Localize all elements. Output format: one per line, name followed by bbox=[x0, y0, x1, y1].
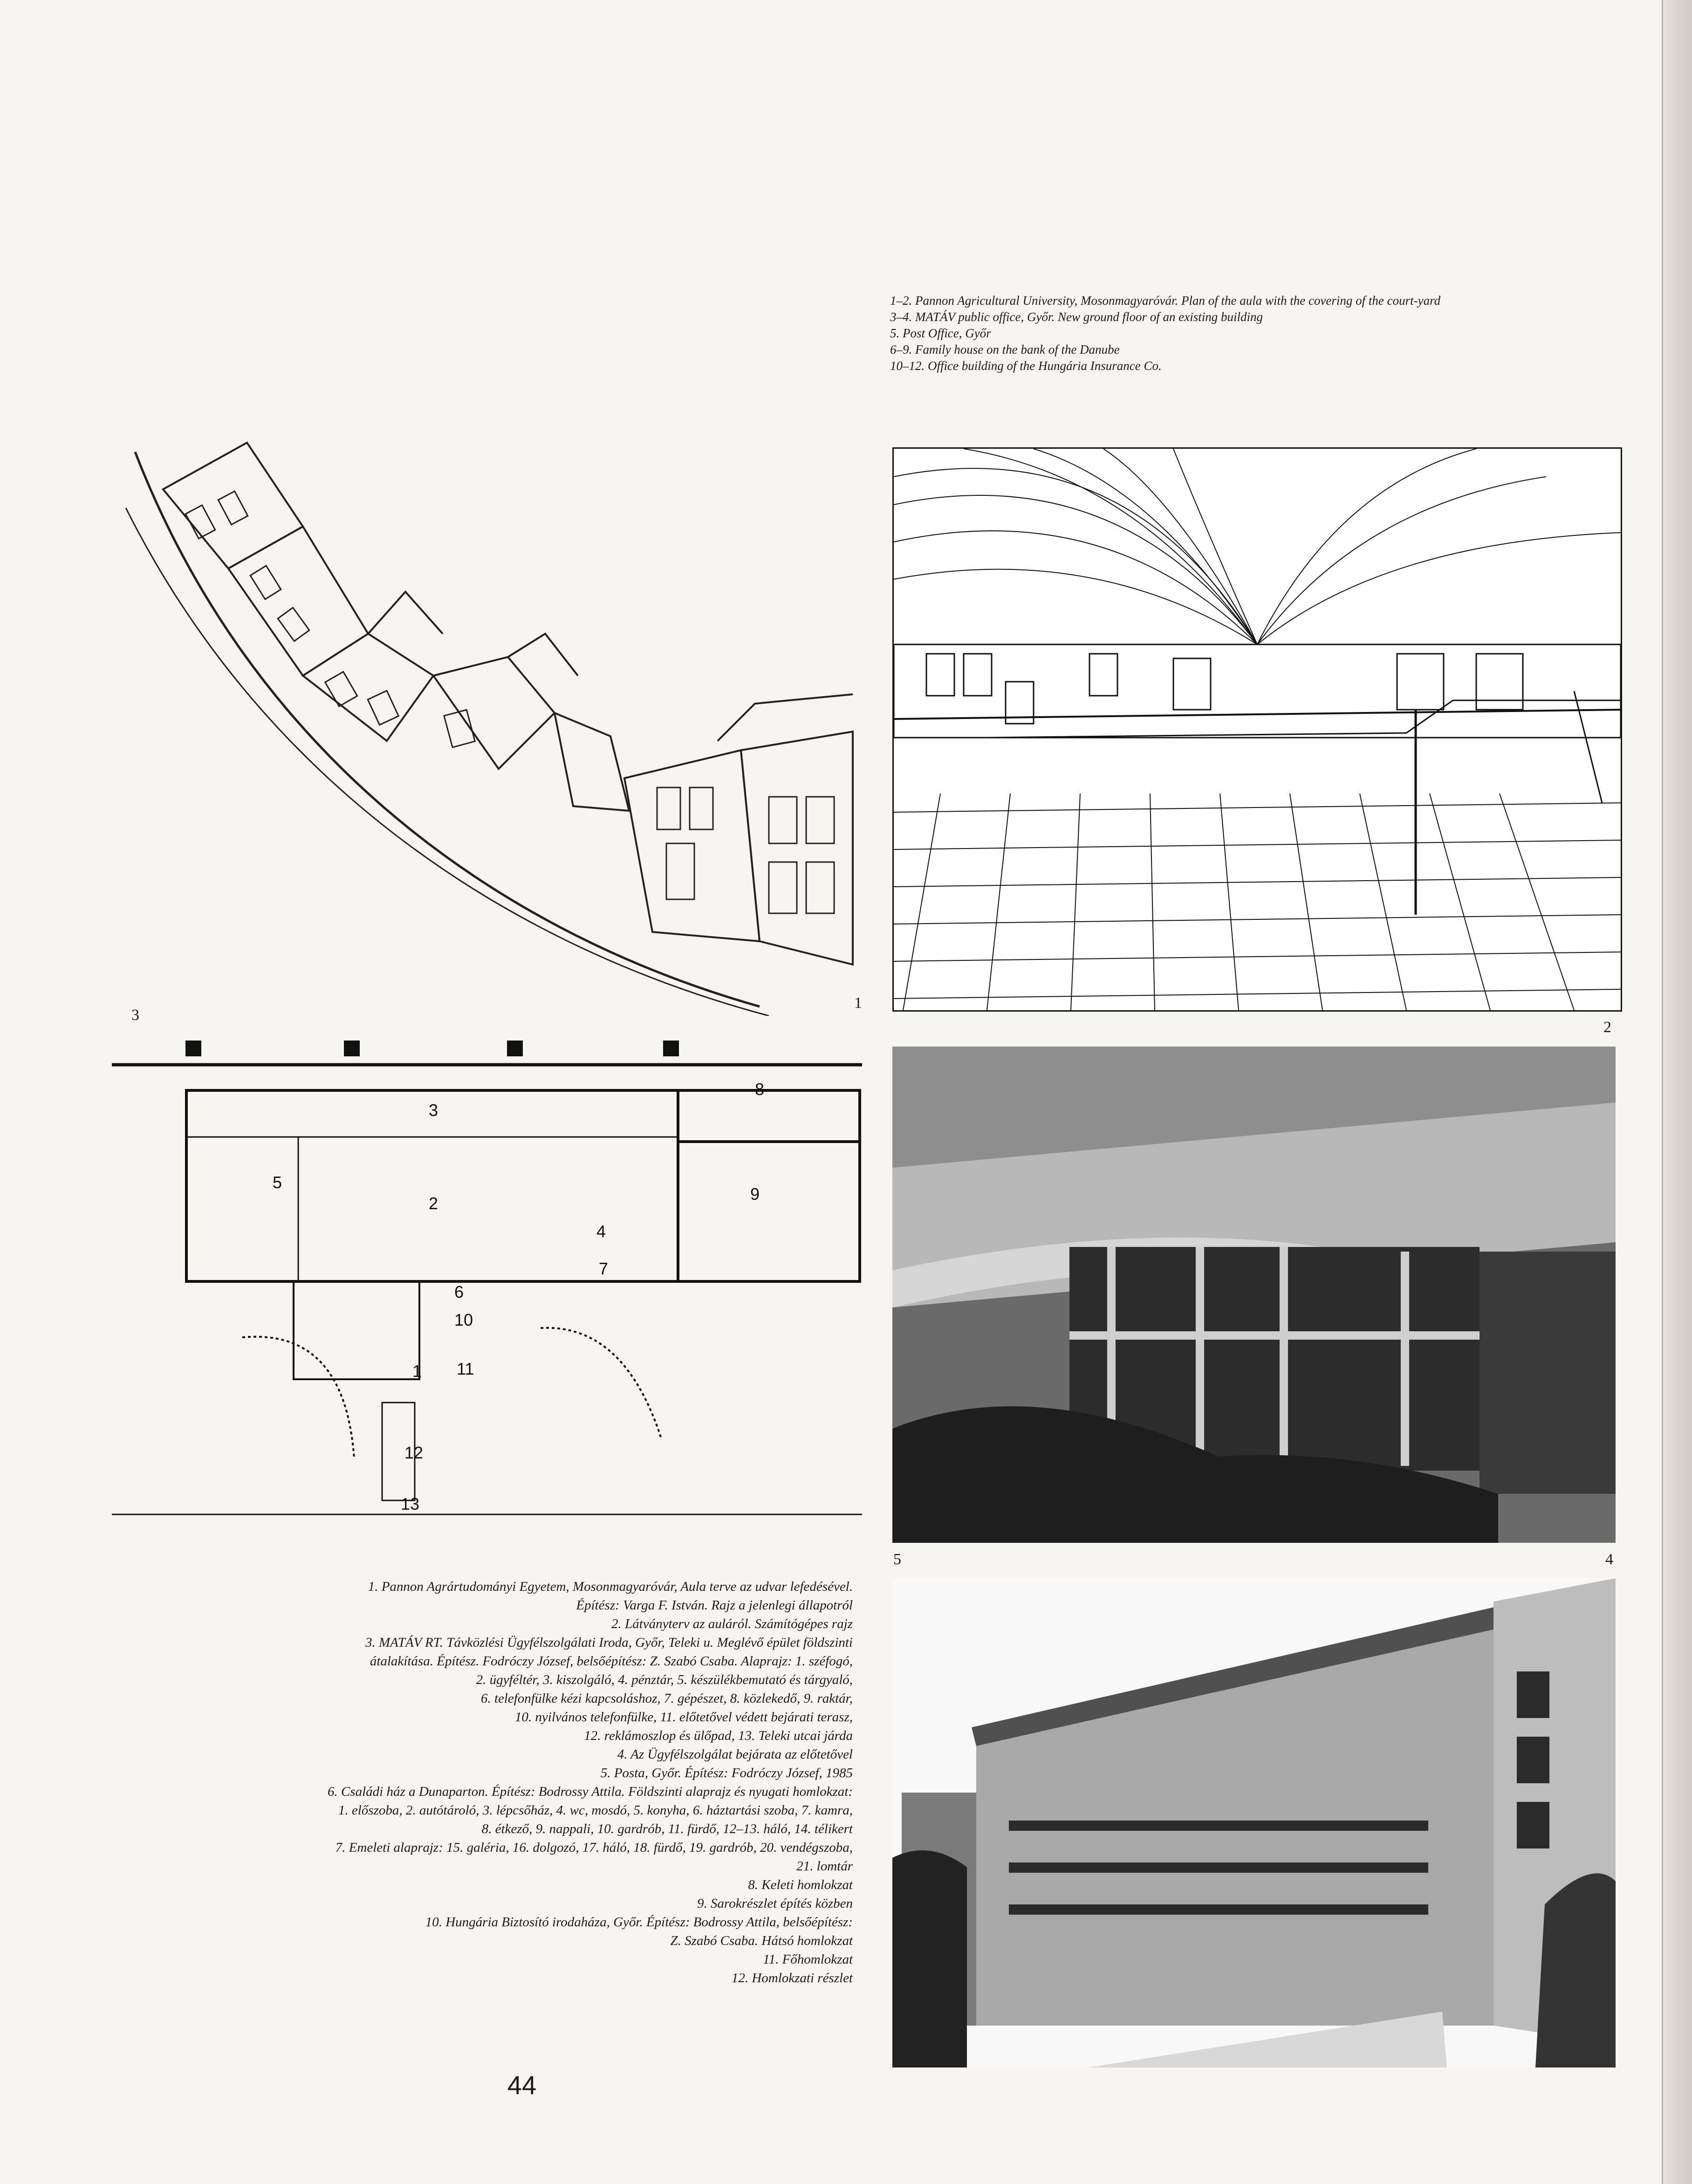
caption-hu-line: 1. előszoba, 2. autótároló, 3. lépcsőház, 4. wc, mosdó, 5. konyha, 6. háztartási szoba, 7. kamra, bbox=[338, 1803, 853, 1818]
plan-label: 1 bbox=[412, 1362, 422, 1381]
caption-hu-line: 9. Sarokrészlet építés közben bbox=[697, 1896, 853, 1911]
plan-label: 8 bbox=[755, 1080, 765, 1099]
caption-hu-line: 11. Főhomlokzat bbox=[763, 1952, 853, 1967]
caption-hu-line: Z. Szabó Csaba. Hátsó homlokzat bbox=[670, 1933, 853, 1948]
page-number: 44 bbox=[507, 2070, 537, 2100]
caption-english bbox=[890, 293, 1608, 374]
caption-hu-line: 12. Homlokzati részlet bbox=[731, 1971, 853, 1985]
caption-en-line: 3–4. MATÁV public office, Győr. New ground floor of an existing building bbox=[890, 310, 1263, 324]
page-binding-edge bbox=[1663, 0, 1692, 2184]
caption-hu-line: 12. reklámoszlop és ülőpad, 13. Teleki utcai járda bbox=[584, 1728, 853, 1743]
figure-number-1: 1 bbox=[854, 994, 862, 1012]
plan-label: 13 bbox=[401, 1494, 420, 1513]
plan-label: 6 bbox=[454, 1282, 464, 1301]
plan-label: 12 bbox=[404, 1443, 424, 1462]
plan-label: 11 bbox=[457, 1359, 474, 1378]
plan-label: 7 bbox=[599, 1259, 609, 1278]
figure-number-5: 5 bbox=[893, 1551, 901, 1568]
plan-label: 5 bbox=[273, 1173, 282, 1192]
plan-label: 10 bbox=[454, 1310, 473, 1329]
plan-label: 3 bbox=[429, 1101, 438, 1120]
figure-number-3: 3 bbox=[131, 1006, 139, 1024]
figure-number-2: 2 bbox=[1603, 1019, 1611, 1036]
plan-label: 2 bbox=[429, 1194, 438, 1213]
caption-hu-line: 8. étkező, 9. nappali, 10. gardrób, 11. fürdő, 12–13. háló, 14. télikert bbox=[481, 1821, 853, 1836]
caption-hu-line: 1. Pannon Agrártudományi Egyetem, Mosonmagyaróvár, Aula terve az udvar lefedésével. bbox=[368, 1579, 853, 1594]
caption-hu-line: 10. nyilvános telefonfülke, 11. előtetővel védett bejárati terasz, bbox=[514, 1710, 853, 1725]
caption-hu-line: 6. Családi ház a Dunaparton. Építész: Bodrossy Attila. Földszinti alaprajz és nyugati homlokzat: bbox=[328, 1784, 853, 1799]
caption-hu-line: 7. Emeleti alaprajz: 15. galéria, 16. dolgozó, 17. háló, 18. fürdő, 19. gardrób, 20. vendégszoba, bbox=[335, 1840, 853, 1855]
caption-en-line: 6–9. Family house on the bank of the Danube bbox=[890, 342, 1120, 356]
figure-2-aula-perspective bbox=[892, 447, 1622, 1012]
caption-hu-line: 8. Keleti homlokzat bbox=[748, 1877, 853, 1892]
caption-hu-line: 4. Az Ügyfélszolgálat bejárata az előtetővel bbox=[617, 1747, 853, 1762]
caption-hu-line: 2. Látványterv az auláról. Számítógépes rajz bbox=[611, 1616, 853, 1631]
caption-hungarian bbox=[116, 1577, 853, 1987]
binding-line bbox=[1662, 0, 1663, 2184]
caption-hu-line: Építész: Varga F. István. Rajz a jelenlegi állapotról bbox=[576, 1598, 853, 1613]
plan-label: 4 bbox=[596, 1222, 606, 1241]
caption-en-line: 10–12. Office building of the Hungária Insurance Co. bbox=[890, 359, 1162, 373]
caption-hu-line: 5. Posta, Győr. Építész: Fodróczy József, 1985 bbox=[600, 1766, 853, 1780]
caption-hu-line: 3. MATÁV RT. Távközlési Ügyfélszolgálati Iroda, Győr, Teleki u. Meglévő épület földszinti bbox=[365, 1635, 853, 1650]
caption-hu-line: átalakítása. Építész. Fodróczy József, belsőépítész: Z. Szabó Csaba. Alaprajz: 1. széfogó, bbox=[370, 1654, 853, 1669]
figure-3-floor-plan bbox=[112, 1039, 862, 1533]
caption-hu-line: 10. Hungária Biztosító irodaháza, Győr. Építész: Bodrossy Attila, belsőépítész: bbox=[425, 1915, 853, 1930]
caption-en-line: 5. Post Office, Győr bbox=[890, 326, 991, 340]
caption-hu-line: 6. telefonfülke kézi kapcsoláshoz, 7. gépészet, 8. közlekedő, 9. raktár, bbox=[480, 1691, 853, 1706]
figure-4-entrance-photo bbox=[892, 1047, 1616, 1543]
figure-1-building-sketch bbox=[107, 415, 862, 1016]
caption-en-line: 1–2. Pannon Agricultural University, Mosonmagyaróvár. Plan of the aula with the covering of the court-yard bbox=[890, 294, 1441, 308]
figure-5-post-office-photo bbox=[892, 1578, 1616, 2068]
caption-hu-line: 21. lomtár bbox=[796, 1859, 853, 1874]
plan-label: 9 bbox=[750, 1184, 760, 1204]
figure-number-4: 4 bbox=[1605, 1551, 1613, 1568]
caption-hu-line: 2. ügyféltér, 3. kiszolgáló, 4. pénztár, 5. készülékbemutató és tárgyaló, bbox=[476, 1672, 853, 1687]
